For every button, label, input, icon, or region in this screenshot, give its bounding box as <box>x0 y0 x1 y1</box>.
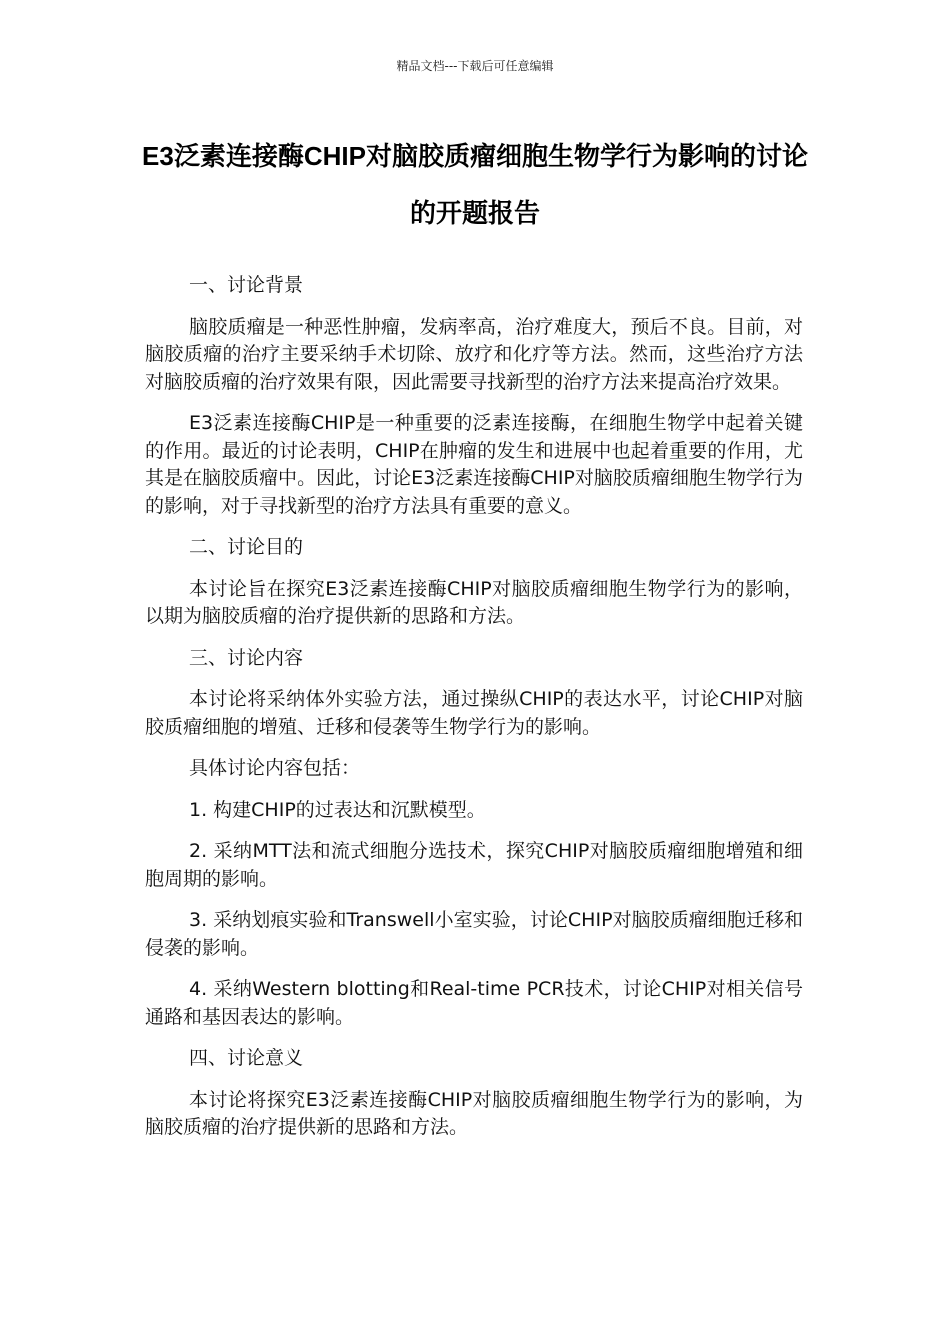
section-heading-background: 一、讨论背景 <box>189 274 304 296</box>
section-heading-purpose: 二、讨论目的 <box>189 536 304 558</box>
list-item: 4. 采纳Western blotting和Real-time PCR技术，讨论CHIP对相关信号通路和基因表达的影响。 <box>145 978 803 1028</box>
paragraph: 具体讨论内容包括： <box>189 757 361 779</box>
section-heading-significance: 四、讨论意义 <box>189 1047 304 1069</box>
document-body <box>145 272 803 1156</box>
paragraph: 本讨论将采纳体外实验方法，通过操纵CHIP的表达水平，讨论CHIP对脑胶质瘤细胞的增殖、迁移和侵袭等生物学行为的影响。 <box>145 688 803 738</box>
document-title: E3泛素连接酶CHIP对脑胶质瘤细胞生物学行为影响的讨论的开题报告 <box>142 141 808 228</box>
header-note: 精品文档---下载后可任意编辑 <box>396 59 554 73</box>
paragraph: 本讨论将探究E3泛素连接酶CHIP对脑胶质瘤细胞生物学行为的影响，为脑胶质瘤的治疗提供新的思路和方法。 <box>145 1088 803 1138</box>
list-item: 1. 构建CHIP的过表达和沉默模型。 <box>189 798 486 821</box>
section-heading-content: 三、讨论内容 <box>189 646 304 669</box>
paragraph: 本讨论旨在探究E3泛素连接酶CHIP对脑胶质瘤细胞生物学行为的影响，以期为脑胶质瘤的治疗提供新的思路和方法。 <box>145 577 803 627</box>
list-item: 2. 采纳MTT法和流式细胞分选技术，探究CHIP对脑胶质瘤细胞增殖和细胞周期的影响。 <box>145 840 803 890</box>
paragraph: E3泛素连接酶CHIP是一种重要的泛素连接酶，在细胞生物学中起着关键的作用。最近的讨论表明，CHIP在肿瘤的发生和进展中也起着重要的作用，尤其是在脑胶质瘤中。因此，讨论E3泛素连接酶CHIP对脑胶质瘤细胞生物学行为的影响，对于寻找新型的治疗方法具有重要的意义。 <box>145 412 803 517</box>
list-item: 3. 采纳划痕实验和Transwell小室实验，讨论CHIP对脑胶质瘤细胞迁移和侵袭的影响。 <box>145 909 803 959</box>
paragraph: 脑胶质瘤是一种恶性肿瘤，发病率高，治疗难度大，预后不良。目前，对脑胶质瘤的治疗主要采纳手术切除、放疗和化疗等方法。然而，这些治疗方法对脑胶质瘤的治疗效果有限，因此需要寻找新型的治疗方法来提高治疗效果。 <box>145 315 803 393</box>
